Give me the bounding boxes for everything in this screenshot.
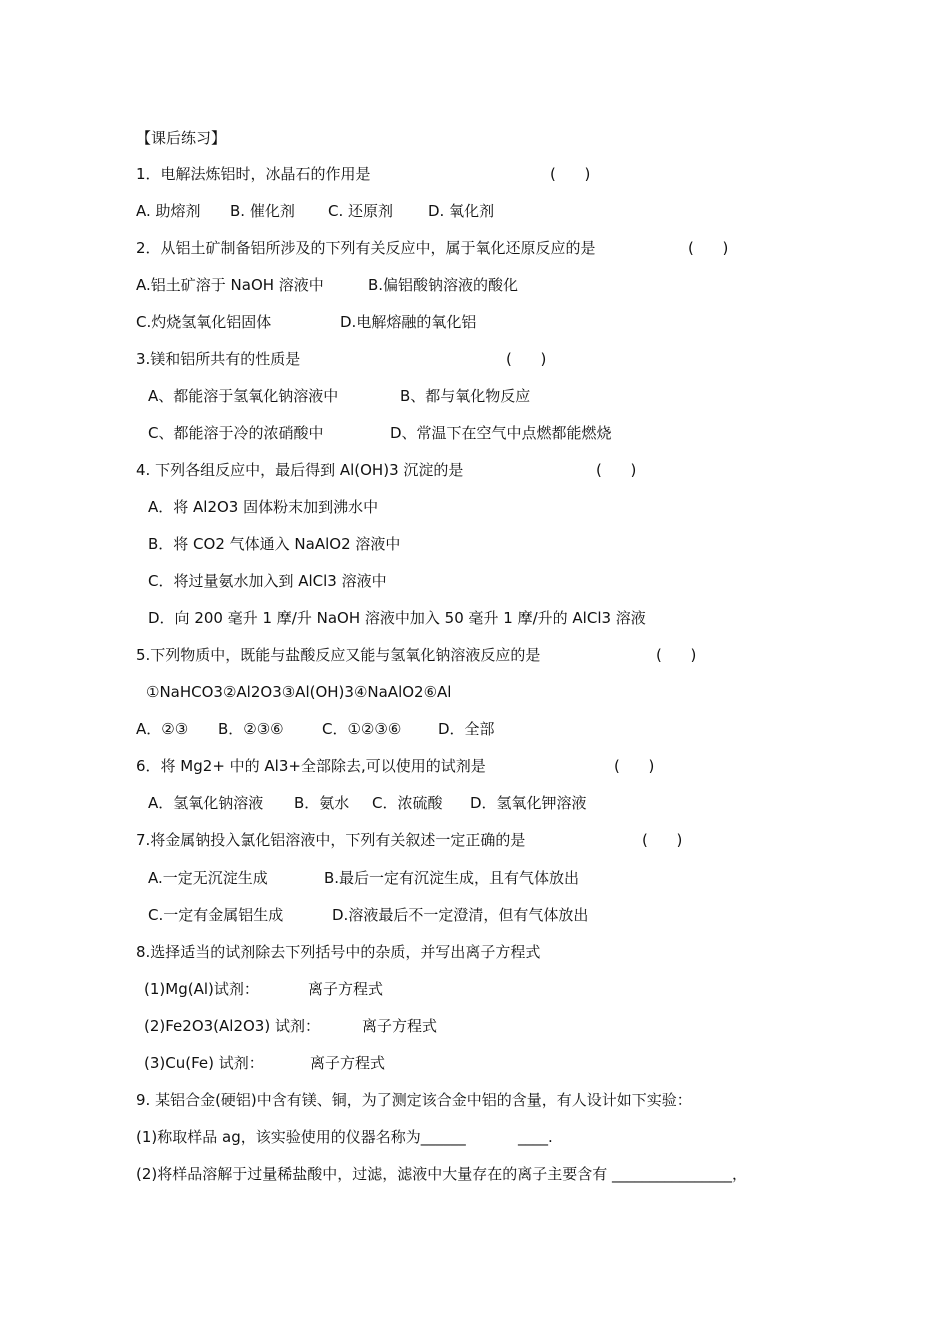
option-d: D.电解熔融的氧化铝 bbox=[340, 313, 477, 331]
answer-bracket: ( ) bbox=[642, 831, 683, 849]
reagent-label: (2)Fe2O3(Al2O3) 试剂： bbox=[144, 1017, 320, 1035]
answer-bracket: ( ) bbox=[656, 646, 697, 664]
reagent-label: (3)Cu(Fe) 试剂： bbox=[144, 1054, 264, 1072]
answer-bracket: ( ) bbox=[614, 757, 655, 775]
option-a: A．氢氧化钠溶液 bbox=[148, 794, 264, 812]
question-9-part-1-blank: ____. bbox=[518, 1128, 553, 1146]
question-2-stem: 2．从铝土矿制备铝所涉及的下列有关反应中，属于氧化还原反应的是 bbox=[136, 239, 596, 257]
equation-label: 离子方程式 bbox=[310, 1054, 386, 1072]
question-5-stem: 5.下列物质中，既能与盐酸反应又能与氢氧化钠溶液反应的是 bbox=[136, 646, 541, 664]
section-title: 【课后练习】 bbox=[136, 129, 227, 147]
question-3-stem: 3.镁和铝所共有的性质是 bbox=[136, 350, 301, 368]
option-b: B．将 CO2 气体通入 NaAlO2 溶液中 bbox=[148, 535, 401, 553]
equation-label: 离子方程式 bbox=[308, 980, 384, 998]
question-9-stem: 9. 某铝合金(硬铝)中含有镁、铜，为了测定该合金中铝的含量，有人设计如下实验： bbox=[136, 1091, 692, 1109]
option-c: C．浓硫酸 bbox=[372, 794, 443, 812]
option-c: C.灼烧氢氧化铝固体 bbox=[136, 313, 272, 331]
option-a: A．将 Al2O3 固体粉末加到沸水中 bbox=[148, 498, 379, 516]
option-a: A．②③ bbox=[136, 720, 189, 738]
option-b: B. 催化剂 bbox=[230, 202, 295, 220]
option-a: A.一定无沉淀生成 bbox=[148, 869, 268, 887]
option-c: C. 还原剂 bbox=[328, 202, 394, 220]
option-d: D、常温下在空气中点燃都能燃烧 bbox=[390, 424, 612, 442]
answer-bracket: ( ) bbox=[688, 239, 729, 257]
option-d: D．氢氧化钾溶液 bbox=[470, 794, 587, 812]
option-c: C．将过量氨水加入到 AlCl3 溶液中 bbox=[148, 572, 387, 590]
question-4-stem: 4. 下列各组反应中，最后得到 Al(OH)3 沉淀的是 bbox=[136, 461, 464, 479]
option-b: B.偏铝酸钠溶液的酸化 bbox=[368, 276, 519, 294]
option-c: C、都能溶于冷的浓硝酸中 bbox=[148, 424, 324, 442]
option-d: D.溶液最后不一定澄清，但有气体放出 bbox=[332, 906, 589, 924]
substance-list: ①NaHCO3②Al2O3③Al(OH)3④NaAlO2⑥Al bbox=[146, 683, 452, 701]
option-d: D．向 200 毫升 1 摩/升 NaOH 溶液中加入 50 毫升 1 摩/升的 AlCl3 溶液 bbox=[148, 609, 646, 627]
option-c: C．①②③⑥ bbox=[322, 720, 402, 738]
reagent-label: (1)Mg(Al)试剂： bbox=[144, 980, 259, 998]
answer-bracket: ( ) bbox=[550, 165, 591, 183]
option-a: A.铝土矿溶于 NaOH 溶液中 bbox=[136, 276, 324, 294]
option-d: D. 氧化剂 bbox=[428, 202, 495, 220]
option-d: D．全部 bbox=[438, 720, 495, 738]
question-9-part-1: (1)称取样品 ag，该实验使用的仪器名称为______ bbox=[136, 1128, 466, 1146]
option-b: B、都与氧化物反应 bbox=[400, 387, 531, 405]
question-6-stem: 6．将 Mg2+ 中的 Al3+全部除去,可以使用的试剂是 bbox=[136, 757, 486, 775]
answer-bracket: ( ) bbox=[506, 350, 547, 368]
answer-bracket: ( ) bbox=[596, 461, 637, 479]
option-a: A. 助熔剂 bbox=[136, 202, 201, 220]
equation-label: 离子方程式 bbox=[362, 1017, 438, 1035]
option-c: C.一定有金属铝生成 bbox=[148, 906, 284, 924]
option-b: B.最后一定有沉淀生成，且有气体放出 bbox=[324, 869, 580, 887]
question-7-stem: 7.将金属钠投入氯化铝溶液中，下列有关叙述一定正确的是 bbox=[136, 831, 526, 849]
option-b: B．氨水 bbox=[294, 794, 350, 812]
question-1-stem: 1．电解法炼铝时，冰晶石的作用是 bbox=[136, 165, 371, 183]
question-9-part-2: (2)将样品溶解于过量稀盐酸中，过滤，滤液中大量存在的离子主要含有 ________________， bbox=[136, 1165, 748, 1183]
question-8-stem: 8.选择适当的试剂除去下列括号中的杂质，并写出离子方程式 bbox=[136, 943, 541, 961]
option-b: B．②③⑥ bbox=[218, 720, 284, 738]
option-a: A、都能溶于氢氧化钠溶液中 bbox=[148, 387, 339, 405]
